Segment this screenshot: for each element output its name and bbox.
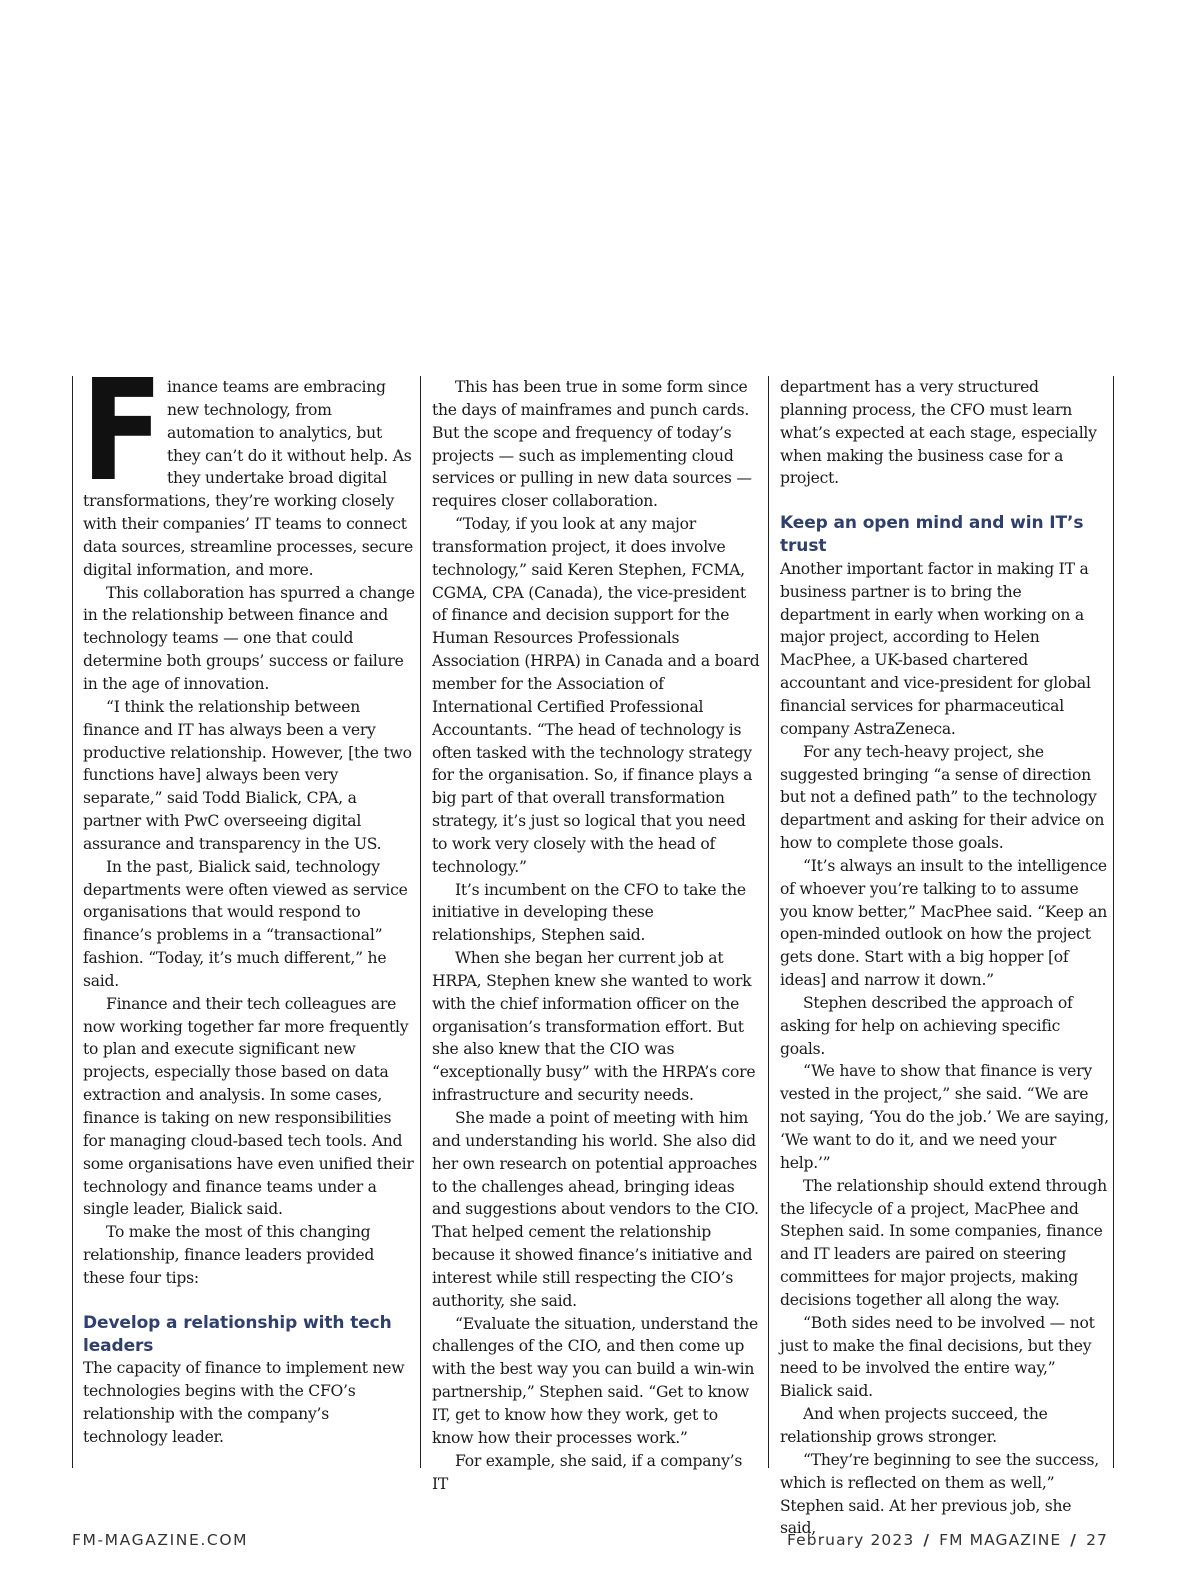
paragraph: This has been true in some form since the days of mainframes and punch cards. But the scope and frequency of today’s projects — such as implementing cloud services or pulling in new data sources — requires closer collaboration. xyxy=(432,378,752,511)
paragraph: inance teams are embracing new technology, from automation to analytics, but they can’t do it without help. As they undertake broad digital transformations, they’re working closely with their companies’ IT teams to connect data sources, streamline processes, secure digital information, and more. xyxy=(83,378,413,579)
site-url: FM-MAGAZINE.COM xyxy=(72,1531,249,1549)
paragraph: When she began her current job at HRPA, Stephen knew she wanted to work with the chief information officer on the organisation’s transformation effort. But she also knew that the CIO was “exceptionally busy” with the HRPA’s core infrastructure and security needs. xyxy=(432,949,756,1105)
paragraph: And when projects succeed, the relationship grows stronger. xyxy=(780,1405,1048,1446)
paragraph: Finance and their tech colleagues are now working together far more frequently to plan and execute significant new projects, especially those based on data extraction and analysis. In some cases, finance is taking on new responsibilities for managing cloud-based tech tools. And some organisations have even unified their technology and finance teams under a single leader, Bialick said. xyxy=(83,994,414,1219)
separator: / xyxy=(1070,1531,1078,1549)
paragraph: “They’re beginning to see the success, which is reflected on them as well,” Stephen said. At her previous job, she said, xyxy=(780,1450,1100,1538)
paragraph: Stephen described the approach of asking for help on achieving specific goals. xyxy=(780,993,1073,1058)
paragraph: department has a very structured planning process, the CFO must learn what’s expected at each stage, especially when making the business case for a project. xyxy=(780,378,1097,488)
paragraph: “We have to show that finance is very vested in the project,” she said. “We are not saying, ‘You do the job.’ We are saying, ‘We want to do it, and we need your help.’” xyxy=(780,1062,1109,1172)
paragraph: For any tech-heavy project, she suggested bringing “a sense of direction but not a defined path” to the technology department and asking for their advice on how to complete those goals. xyxy=(780,742,1105,853)
paragraph: The relationship should extend through the lifecycle of a project, MacPhee and Stephen said. In some companies, finance and IT leaders are paired on steering committees for major projects, making decisions together all along the way. xyxy=(780,1176,1107,1309)
paragraph: It’s incumbent on the CFO to take the initiative in developing these relationships, Stephen said. xyxy=(432,880,746,945)
paragraph: “It’s always an insult to the intelligence of whoever you’re talking to to assume you know better,” MacPhee said. “Keep an open-minded outlook on how the project gets done. Start with a big hopper [of ideas] and narrow it down.” xyxy=(780,856,1108,990)
paragraph: In the past, Bialick said, technology departments were often viewed as service organisations that would respond to finance’s problems in a “transactional” fashion. “Today, it’s much different,” he said. xyxy=(83,857,408,990)
section-heading: Develop a relationship with tech leaders xyxy=(83,1312,392,1356)
article-column-2 xyxy=(420,376,760,1493)
paragraph: “Both sides need to be involved — not just to make the final decisions, but they need to be involved the entire way,” Bialick said. xyxy=(780,1313,1095,1401)
paragraph: She made a point of meeting with him and understanding his world. She also did her own research on potential approaches to the challenges ahead, bringing ideas and suggestions about vendors to the CIO. That helped cement the relationship because it showed finance’s initiative and interest while still respecting the CIO’s authority, she said. xyxy=(432,1109,759,1310)
drop-cap: F xyxy=(81,350,164,513)
footer-site xyxy=(72,1531,248,1549)
paragraph: The capacity of finance to implement new technologies begins with the CFO’s relationship with the company’s technology leader. xyxy=(83,1359,405,1446)
paragraph: “Today, if you look at any major transformation project, it does involve technology,” said Keren Stephen, FCMA, CGMA, CPA (Canada), the vice-president of finance and decision support for the Human Resources Professionals Association (HRPA) in Canada and a board member for the Association of International Certified Professional Accountants. “The head of technology is often tasked with the technology strategy for the organisation. So, if finance plays a big part of that overall transformation strategy, it’s just so logical that you need to work very closely with the head of technology.” xyxy=(432,515,760,876)
magazine-name: FM MAGAZINE xyxy=(939,1531,1062,1549)
article-column-3 xyxy=(768,376,1114,1538)
paragraph: For example, she said, if a company’s IT xyxy=(432,1451,743,1493)
page-number: 27 xyxy=(1086,1531,1108,1549)
issue-date: February 2023 xyxy=(786,1531,915,1549)
article-column-1 xyxy=(72,350,417,1468)
paragraph: This collaboration has spurred a change in the relationship between finance and technology teams — one that could determine both groups’ success or failure in the age of innovation. xyxy=(83,583,415,693)
footer-issue xyxy=(787,1531,1108,1549)
separator: / xyxy=(923,1531,931,1549)
paragraph: Another important factor in making IT a business partner is to bring the department in early when working on a major project, according to Helen MacPhee, a UK-based chartered accountant and vice-president for global financial services for pharmaceutical company AstraZeneca. xyxy=(780,559,1091,738)
paragraph: “Evaluate the situation, understand the challenges of the CIO, and then come up with the best way you can build a win-win partnership,” Stephen said. “Get to know IT, get to know how they work, get to know how their processes work.” xyxy=(432,1314,759,1447)
section-heading: Keep an open mind and win IT’s trust xyxy=(780,513,1084,557)
paragraph: “I think the relationship between finance and IT has always been a very productive relationship. However, [the two functions have] always been very separate,” said Todd Bialick, CPA, a partner with PwC overseeing digital assurance and transparency in the US. xyxy=(83,697,412,853)
paragraph: To make the most of this changing relationship, finance leaders provided these four tips: xyxy=(83,1223,375,1287)
